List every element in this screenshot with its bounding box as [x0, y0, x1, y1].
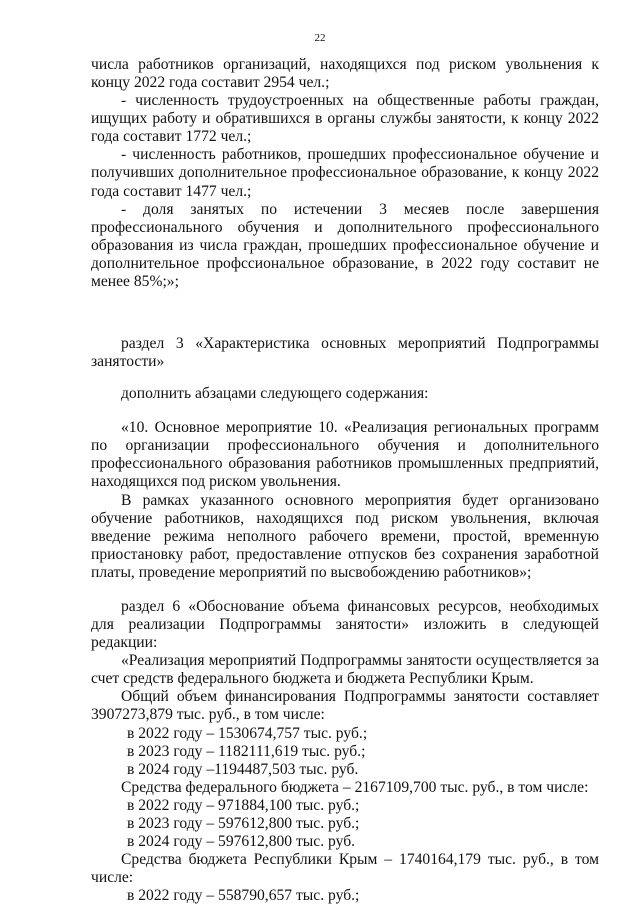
federal-funding-2024: в 2024 году – 597612,800 тыс. руб.: [127, 832, 356, 850]
paragraph-measure-10: «10. Основное мероприятие 10. «Реализация региональных программ по организации профессионального обучения и дополнительного профессионального образования работников промышленных предприятий, находящихся под риском увольнения.: [91, 419, 599, 491]
paragraph-add-clauses: дополнить абзацами следующего содержания:: [121, 385, 429, 403]
total-funding-2023: в 2023 году – 1182111,619 тыс. руб.;: [127, 742, 366, 760]
paragraph-total-funding: Общий объем финансирования Подпрограммы занятости составляет 3907273,879 тыс. руб., в том числе:: [91, 688, 599, 724]
federal-funding-2023: в 2023 году – 597612,800 тыс. руб.;: [127, 814, 360, 832]
paragraph-crimea-budget: Средства бюджета Республики Крым – 1740164,179 тыс. руб., в том числе:: [91, 851, 599, 887]
page-number: 22: [314, 32, 326, 44]
paragraph-section-6-heading: раздел 6 «Обоснование объема финансовых ресурсов, необходимых для реализации Подпрограммы занятости» изложить в следующей редакции:: [91, 597, 599, 652]
paragraph-section-3-heading: раздел 3 «Характеристика основных мероприятий Подпрограммы занятости»: [91, 335, 599, 371]
total-funding-2022: в 2022 году – 1530674,757 тыс. руб.;: [127, 724, 368, 742]
paragraph-measure-10-details: В рамках указанного основного мероприятия будет организовано обучение работников, находящихся под риском увольнения, включая введение режима неполного рабочего времени, простой, временную приостановку работ, предоставление отпусков без сохранения заработной платы, проведение мероприятий по высвобождению работников»;: [91, 491, 599, 581]
document-body: [91, 56, 599, 905]
federal-funding-2022: в 2022 году – 971884,100 тыс. руб.;: [127, 796, 360, 814]
paragraph-funding-sources: «Реализация мероприятий Подпрограммы занятости осуществляется за счет средств федерального бюджета и бюджета Республики Крым.: [91, 652, 599, 688]
paragraph-trained-workers: - численность работников, прошедших профессиональное обучение и получивших дополнительное профессиональное образование, к концу 2022 года составит 1477 чел.;: [91, 146, 599, 200]
paragraph-federal-budget: Средства федерального бюджета – 2167109,700 тыс. руб., в том числе:: [121, 778, 589, 796]
paragraph-workers-at-risk: числа работников организаций, находящихся под риском увольнения к концу 2022 года составит 2954 чел.;: [91, 56, 599, 92]
paragraph-public-works: - численность трудоустроенных на общественные работы граждан, ищущих работу и обратившихся в органы службы занятости, к концу 2022 года составит 1772 чел.;: [91, 92, 599, 146]
crimea-funding-2022: в 2022 году – 558790,657 тыс. руб.;: [127, 887, 360, 905]
total-funding-2024: в 2024 году –1194487,503 тыс. руб.: [127, 760, 359, 778]
paragraph-employed-share: - доля занятых по истечении 3 месяев после завершения профессионального обучения и дополнительного профессионального образования из числа граждан, прошедших профессиональное обучение и дополнительное профссиональное образование, в 2022 году составит не менее 85%;»;: [91, 200, 599, 290]
